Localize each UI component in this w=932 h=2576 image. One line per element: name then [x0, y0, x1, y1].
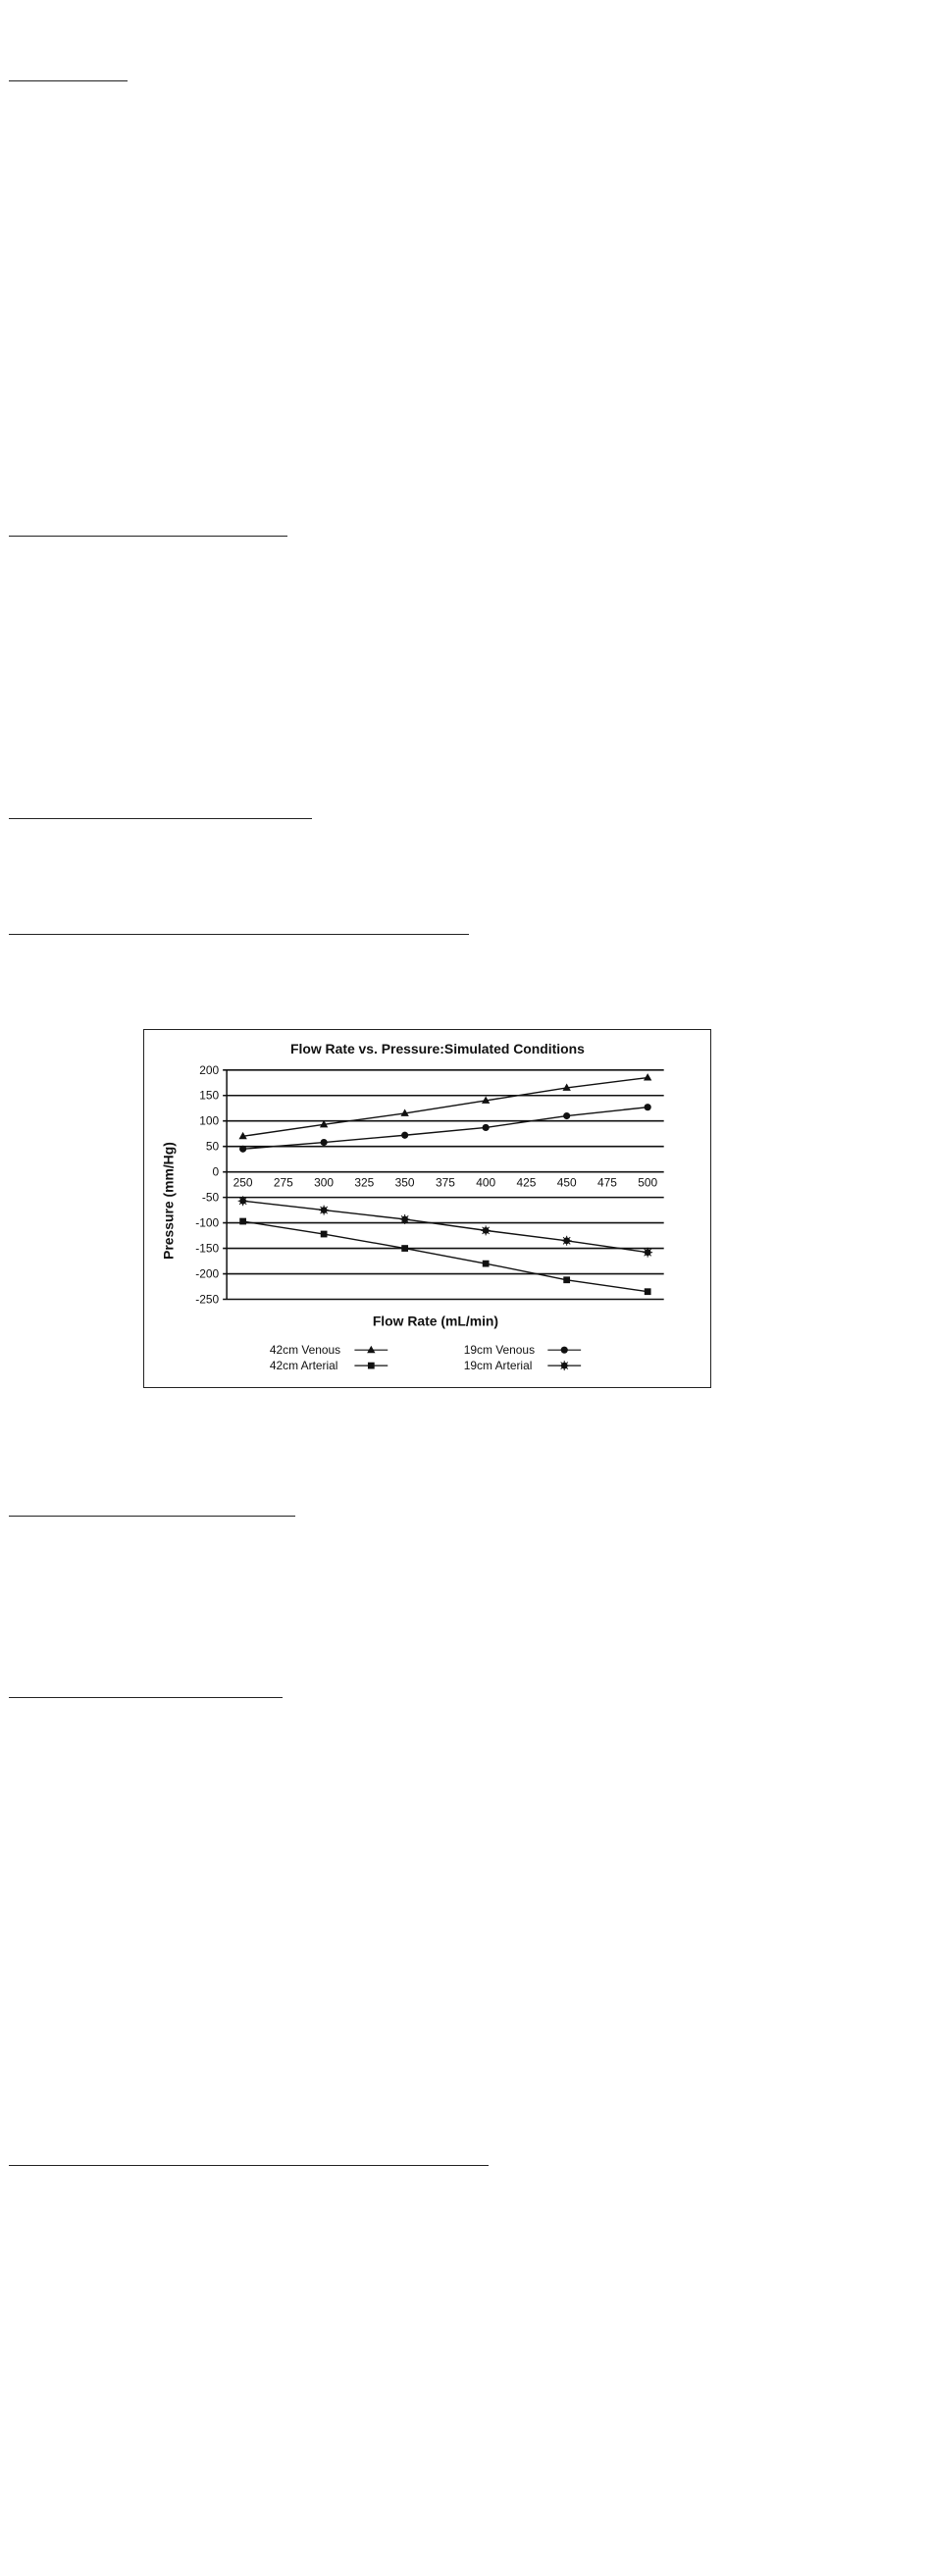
section-rule	[9, 536, 287, 537]
data-point	[645, 1104, 651, 1110]
x-tick-label: 300	[314, 1175, 335, 1190]
legend-marker	[368, 1363, 375, 1369]
data-point	[401, 1245, 408, 1252]
x-tick-label: 400	[476, 1175, 496, 1190]
y-tick-label: -200	[195, 1266, 220, 1281]
section-rule	[9, 80, 128, 81]
y-tick-label: -50	[201, 1190, 220, 1205]
y-tick-label: 50	[205, 1139, 220, 1154]
data-point	[400, 1214, 410, 1224]
data-point	[483, 1261, 490, 1267]
data-point	[562, 1236, 572, 1246]
section-rule	[9, 2165, 489, 2166]
y-tick-label: -100	[195, 1215, 220, 1230]
data-point	[645, 1288, 651, 1295]
x-tick-label: 500	[638, 1175, 658, 1190]
data-point	[238, 1196, 248, 1206]
x-tick-label: 450	[556, 1175, 577, 1190]
section-rule	[9, 1697, 283, 1698]
x-tick-label: 425	[516, 1175, 537, 1190]
chart-title: Flow Rate vs. Pressure:Simulated Conditions	[290, 1040, 585, 1056]
data-point	[319, 1206, 329, 1215]
flow-pressure-chart	[144, 1030, 710, 1387]
x-axis-label: Flow Rate (mL/min)	[372, 1313, 499, 1329]
data-point	[644, 1073, 651, 1080]
y-tick-label: 0	[212, 1164, 220, 1179]
data-point	[401, 1132, 408, 1139]
section-rule	[9, 1516, 295, 1517]
data-point	[239, 1146, 246, 1153]
data-point	[563, 1112, 570, 1119]
x-tick-label: 375	[435, 1175, 455, 1190]
series-line-3	[243, 1201, 648, 1252]
data-point	[563, 1276, 570, 1283]
data-point	[321, 1139, 328, 1146]
x-tick-label: 275	[273, 1175, 293, 1190]
data-point	[643, 1248, 652, 1258]
section-rule	[9, 818, 312, 819]
x-tick-label: 350	[394, 1175, 415, 1190]
x-tick-label: 475	[596, 1175, 617, 1190]
chart-frame	[143, 1029, 711, 1388]
y-tick-label: -150	[195, 1241, 220, 1256]
data-point	[483, 1124, 490, 1131]
section-rule	[9, 934, 469, 935]
legend-label: 19cm Venous	[463, 1343, 536, 1358]
x-tick-label: 250	[233, 1175, 253, 1190]
y-tick-label: 100	[199, 1113, 220, 1128]
legend-label: 19cm Arterial	[463, 1359, 533, 1373]
legend-marker	[561, 1347, 568, 1354]
series-line-0	[243, 1078, 648, 1137]
series-line-2	[243, 1221, 648, 1292]
legend-label: 42cm Arterial	[269, 1359, 338, 1373]
legend-marker	[367, 1346, 375, 1353]
y-tick-label: -250	[195, 1292, 220, 1307]
y-tick-label: 200	[199, 1062, 220, 1077]
x-tick-label: 325	[354, 1175, 375, 1190]
data-point	[239, 1218, 246, 1225]
legend-label: 42cm Venous	[269, 1343, 341, 1358]
y-axis-label: Pressure (mm/Hg)	[160, 1142, 177, 1260]
data-point	[321, 1231, 328, 1238]
y-tick-label: 150	[199, 1088, 220, 1103]
legend-marker	[559, 1361, 569, 1370]
data-point	[481, 1225, 491, 1235]
